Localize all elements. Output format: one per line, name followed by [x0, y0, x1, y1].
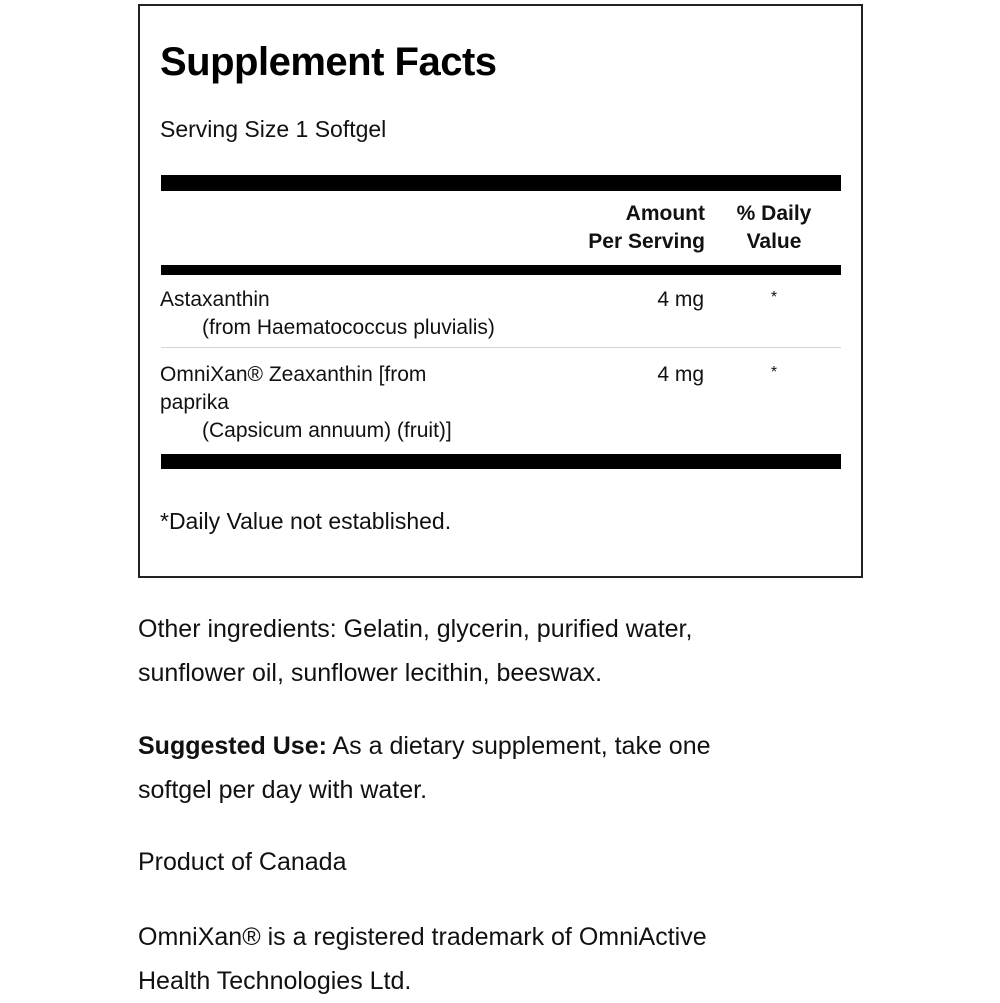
product-origin: Product of Canada	[138, 848, 347, 876]
other-ingredients-line1: Other ingredients: Gelatin, glycerin, purified water,	[138, 615, 693, 643]
suggested-use-line1	[138, 724, 838, 768]
column-header-daily-value	[728, 200, 820, 256]
suggested-use-text: As a dietary supplement, take one	[326, 732, 711, 760]
suggested-use-label: Suggested Use:	[138, 732, 327, 760]
ingredient-daily-value: *	[770, 364, 778, 381]
ingredient-amount: 4 mg	[657, 363, 704, 386]
trademark-line2: Health Technologies Ltd.	[138, 967, 412, 995]
ingredient-row	[160, 361, 840, 445]
ingredient-daily-value: *	[770, 289, 778, 306]
ingredient-source: (from Haematococcus pluvialis)	[202, 316, 495, 339]
thick-rule-header	[161, 265, 841, 275]
thick-rule-top	[161, 175, 841, 191]
column-header-dv-line2: Value	[746, 230, 802, 253]
other-ingredients	[138, 607, 838, 695]
column-header-amount-line2: Per Serving	[588, 230, 705, 253]
ingredient-name-line: paprika	[160, 391, 229, 414]
ingredient-row	[160, 286, 840, 342]
suggested-use-line2: softgel per day with water.	[138, 776, 428, 804]
column-header-amount-line1: Amount	[625, 202, 705, 225]
column-header-dv-line1: % Daily	[736, 202, 812, 225]
ingredient-name	[160, 361, 520, 445]
ingredient-source: (Capsicum annuum) (fruit)]	[202, 419, 452, 442]
trademark-line1: OmniXan® is a registered trademark of OmniActive	[138, 923, 707, 951]
daily-value-footnote: *Daily Value not established.	[160, 508, 452, 534]
panel-title: Supplement Facts	[160, 40, 497, 84]
ingredient-amount: 4 mg	[657, 288, 704, 311]
row-divider	[161, 347, 841, 348]
thick-rule-bottom	[161, 454, 841, 469]
supplement-facts-panel	[138, 4, 863, 578]
ingredient-name	[160, 286, 520, 342]
other-ingredients-line2: sunflower oil, sunflower lecithin, beeswax.	[138, 659, 603, 687]
ingredient-name-line: Astaxanthin	[160, 288, 270, 311]
column-header-amount	[588, 200, 705, 256]
suggested-use	[138, 724, 838, 812]
ingredient-name-line: OmniXan® Zeaxanthin [from	[160, 363, 427, 386]
trademark-notice	[138, 915, 838, 1003]
serving-size: Serving Size 1 Softgel	[160, 116, 387, 142]
